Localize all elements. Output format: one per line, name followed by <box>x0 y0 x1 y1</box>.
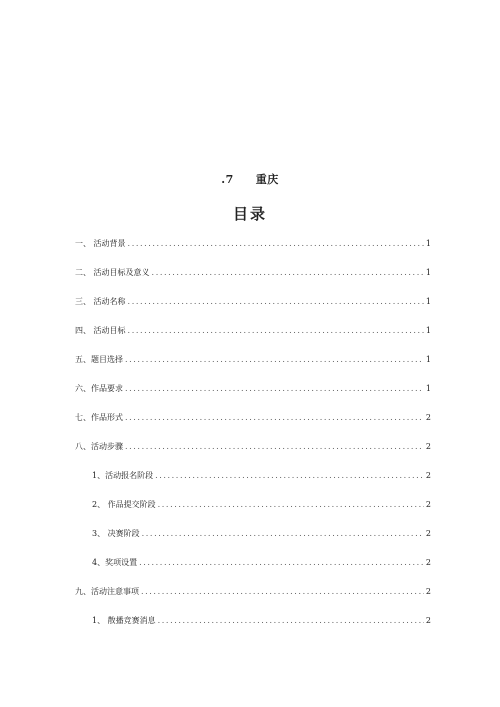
toc-entry-label: 4、奖项设置 <box>92 558 138 567</box>
toc-entry-activity-name[interactable] <box>75 294 431 310</box>
toc-leader-dots <box>125 410 424 426</box>
header-number: .7 <box>221 173 234 186</box>
toc-leader-dots <box>128 294 424 310</box>
toc-entry-page: 2 <box>425 442 431 451</box>
toc-entry-work-format[interactable] <box>75 410 431 426</box>
toc-entry-label: 1、 散播竞赛消息 <box>92 616 156 625</box>
toc-leader-dots <box>125 381 424 397</box>
toc-entry-label: 一、 活动背景 <box>75 239 126 248</box>
toc-entry-activity-goals[interactable] <box>75 323 431 339</box>
toc-entry-activity-steps[interactable] <box>75 439 431 455</box>
toc-entry-activity-background[interactable] <box>75 236 431 252</box>
toc-leader-dots <box>128 323 424 339</box>
toc-leader-dots <box>125 439 424 455</box>
toc-title: 目录 <box>232 205 267 223</box>
toc-leader-dots <box>158 497 424 513</box>
toc-entry-registration-stage[interactable] <box>92 468 431 484</box>
toc-leader-dots <box>155 468 424 484</box>
toc-entry-label: 2、 作品提交阶段 <box>92 500 156 509</box>
toc-entry-awards[interactable] <box>92 555 431 571</box>
toc-entry-label: 3、 决赛阶段 <box>92 529 140 538</box>
toc-leader-dots <box>125 352 424 368</box>
toc-entry-page: 1 <box>425 384 431 393</box>
toc-leader-dots <box>139 555 424 571</box>
toc-entry-label: 六、作品要求 <box>75 384 123 393</box>
toc-entry-page: 2 <box>425 529 431 538</box>
toc-entry-page: 1 <box>425 326 431 335</box>
toc-entry-work-requirements[interactable] <box>75 381 431 397</box>
toc-entry-activity-goals-meaning[interactable] <box>75 265 431 281</box>
toc-entry-page: 2 <box>425 587 431 596</box>
toc-entry-page: 2 <box>425 616 431 625</box>
toc-entry-label: 八、活动步骤 <box>75 442 123 451</box>
toc-leader-dots <box>152 265 424 281</box>
toc-entry-label: 七、作品形式 <box>75 413 123 422</box>
toc-entry-page: 1 <box>425 355 431 364</box>
header-city: 重庆 <box>255 173 279 186</box>
toc-entry-label: 三、 活动名称 <box>75 297 126 306</box>
toc-entry-spread-news[interactable] <box>92 613 431 629</box>
toc-entry-page: 2 <box>425 471 431 480</box>
toc-entry-topic-selection[interactable] <box>75 352 431 368</box>
toc-entry-label: 二、 活动目标及意义 <box>75 268 150 277</box>
toc-entry-page: 1 <box>425 268 431 277</box>
toc-leader-dots <box>141 584 424 600</box>
document-header <box>0 171 500 187</box>
toc-entry-final-stage[interactable] <box>92 526 431 542</box>
toc-entry-label: 四、 活动目标 <box>75 326 126 335</box>
toc-entry-page: 2 <box>425 500 431 509</box>
toc-entry-label: 九、活动注意事项 <box>75 587 139 596</box>
toc-leader-dots <box>128 236 424 252</box>
toc-entry-page: 2 <box>425 413 431 422</box>
toc-leader-dots <box>142 526 424 542</box>
toc-entry-precautions[interactable] <box>75 584 431 600</box>
toc-entry-page: 2 <box>425 558 431 567</box>
toc-entry-label: 五、题目选择 <box>75 355 123 364</box>
toc-leader-dots <box>158 613 424 629</box>
toc-entry-page: 1 <box>425 297 431 306</box>
toc-entry-submission-stage[interactable] <box>92 497 431 513</box>
toc-entry-page: 1 <box>425 239 431 248</box>
toc-entry-label: 1、活动报名阶段 <box>92 471 154 480</box>
